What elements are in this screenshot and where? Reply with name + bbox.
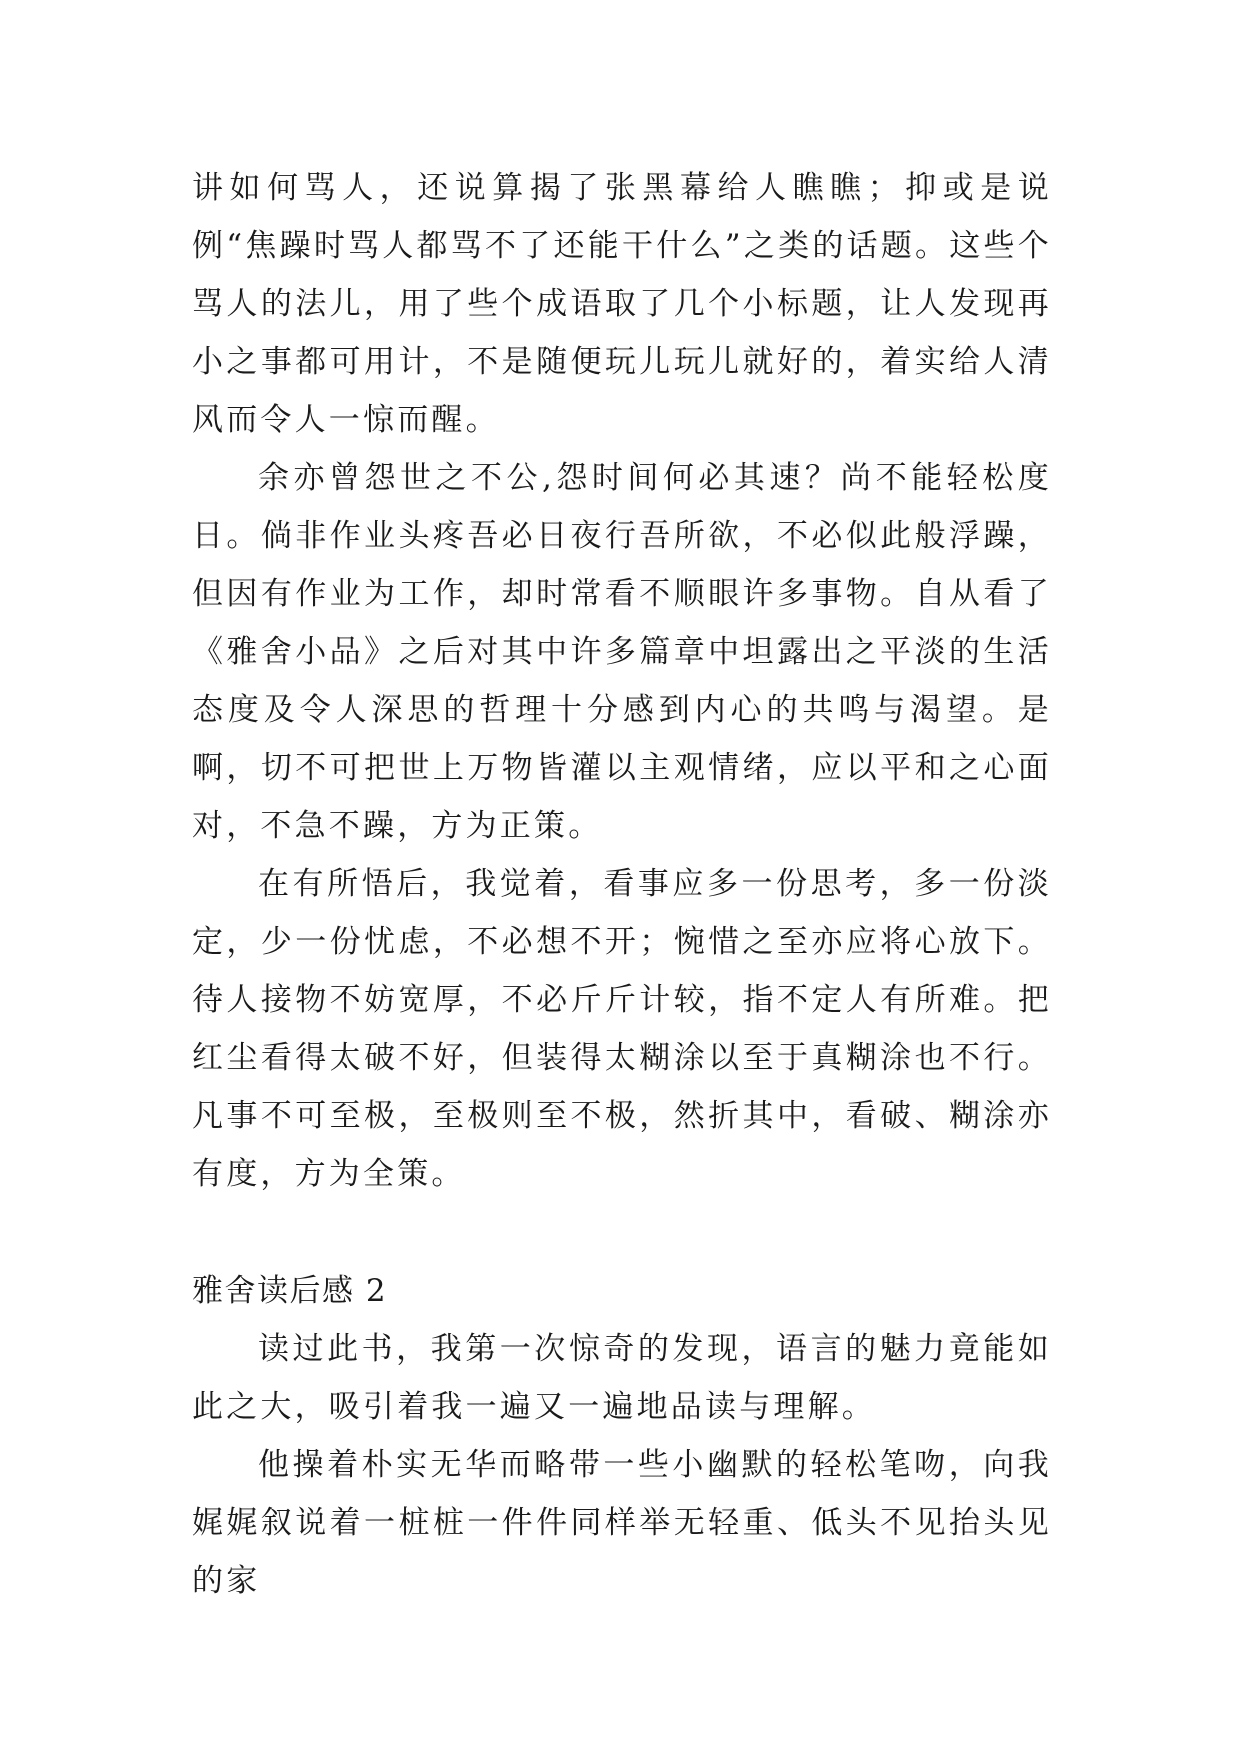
paragraph-2: 余亦曾怨世之不公,怨时间何必其速？尚不能轻松度日。倘非作业头疼吾必日夜行吾所欲，不必似此般浮躁，但因有作业为工作，却时常看不顺眼许多事物。自从看了《雅舍小品》之后对其中许多篇章中坦露出之平淡的生活态度及令人深思的哲理十分感到内心的共鸣与渴望。是啊，切不可把世上万物皆灌以主观情绪，应以平和之心面对，不急不躁，方为正策。 [192, 460, 1052, 844]
essay-section-2 [192, 1262, 1052, 1610]
paragraph-3: 在有所悟后，我觉着，看事应多一份思考，多一份淡定，少一份忧虑，不必想不开；惋惜之至亦应将心放下。待人接物不妨宽厚，不必斤斤计较，指不定人有所难。把红尘看得太破不好，但装得太糊涂以至于真糊涂也不行。凡事不可至极，至极则至不极，然折其中，看破、糊涂亦有度，方为全策。 [192, 866, 1052, 1192]
essay-section-1 [192, 159, 1052, 1203]
paragraph-4: 读过此书，我第一次惊奇的发现，语言的魅力竟能如此之大，吸引着我一遍又一遍地品读与理解。 [192, 1331, 1052, 1425]
paragraph-5: 他操着朴实无华而略带一些小幽默的轻松笔吻，向我娓娓叙说着一桩桩一件件同样举无轻重、低头不见抬头见的家 [192, 1447, 1052, 1599]
paragraph-1: 讲如何骂人，还说算揭了张黑幕给人瞧瞧；抑或是说例“焦躁时骂人都骂不了还能干什么”之类的话题。这些个骂人的法儿，用了些个成语取了几个小标题，让人发现再小之事都可用计，不是随便玩儿玩儿就好的，着实给人清风而令人一惊而醒。 [192, 170, 1052, 438]
section-title: 雅舍读后感 2 [192, 1273, 388, 1309]
